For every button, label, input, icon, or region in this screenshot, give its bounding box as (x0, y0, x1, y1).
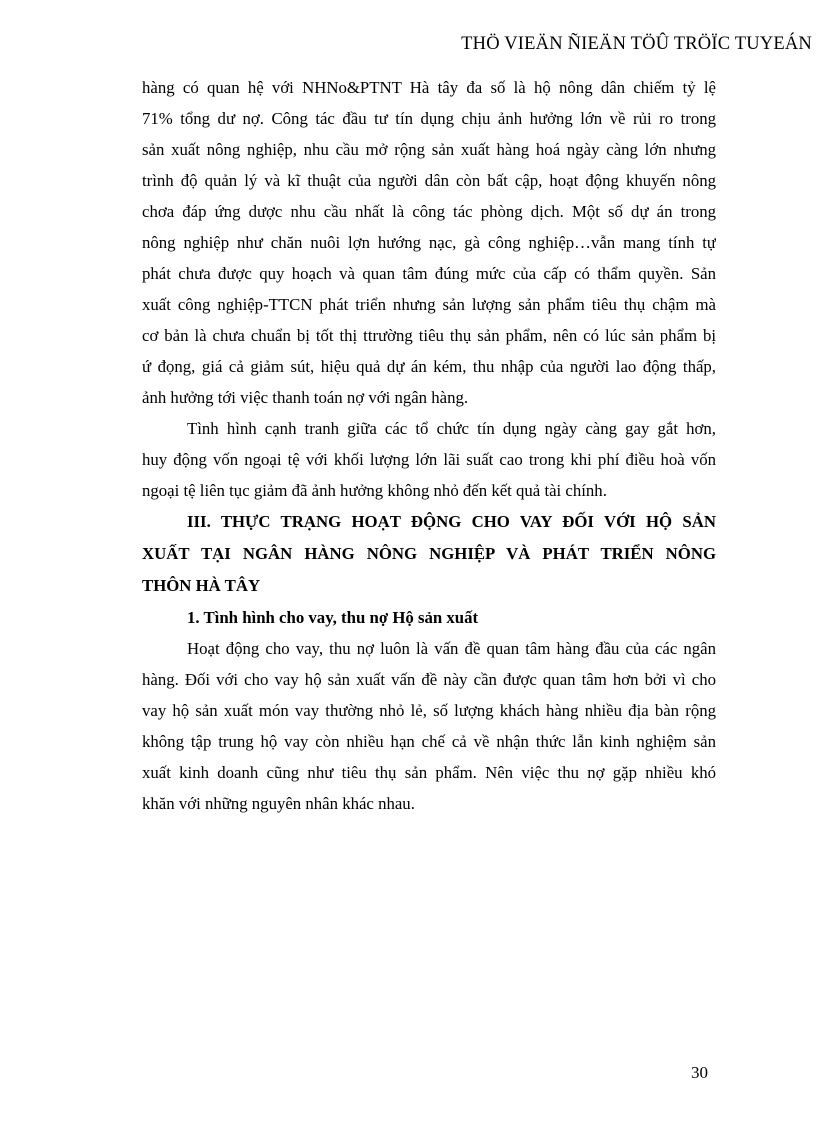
text-line: ảnh hưởng tới việc thanh toán nợ với ngân hàng. (142, 388, 469, 407)
text-line: hàng có quan hệ với NHNo&PTNT Hà tây đa số là hộ nông dân chiếm tỷ lệ (142, 78, 716, 97)
section-heading: THÔN HÀ TÂY (142, 576, 261, 595)
text-line: hàng. Đối với cho vay hộ sản xuất vấn đề này cần được quan tâm hơn bởi vì cho (142, 670, 716, 689)
text-line: huy động vốn ngoại tệ với khối lượng lớn lãi suất cao trong khi phí điều hoà vốn (142, 450, 716, 469)
text-line: khăn với những nguyên nhân khác nhau. (142, 794, 415, 813)
text-line: chơa đáp ứng dược nhu cầu nhất là công tác phòng dịch. Một số dự án trong (142, 202, 716, 221)
text-line: vay hộ sản xuất món vay thường nhỏ lẻ, số lượng khách hàng nhiều địa bàn rộng (142, 701, 716, 720)
section-heading: XUẤT TẠI NGÂN HÀNG NÔNG NGHIỆP VÀ PHÁT TRIỂN NÔNG (142, 544, 716, 563)
text-line: Tình hình cạnh tranh giữa các tổ chức tín dụng ngày càng gay gắt hơn, (187, 419, 716, 438)
text-line: xuất kinh doanh cũng như tiêu thụ sản phẩm. Nên việc thu nợ gặp nhiều khó (142, 763, 716, 782)
text-line: không tập trung hộ vay còn nhiều hạn chế cả về nhận thức lẫn kinh nghiệm sản (142, 732, 716, 751)
text-line: ngoại tệ liên tục giảm đã ảnh hưởng không nhỏ đến kết quả tài chính. (142, 481, 607, 500)
text-line: Hoạt động cho vay, thu nợ luôn là vấn đề quan tâm hàng đầu của các ngân (187, 639, 716, 658)
text-line: phát chưa được quy hoạch và quan tâm đúng mức của cấp có thẩm quyền. Sản (142, 264, 716, 283)
text-line: trình độ quản lý và kĩ thuật của người dân còn bất cập, hoạt động khuyến nông (142, 171, 716, 190)
text-line: 71% tổng dư nợ. Công tác đầu tư tín dụng chịu ảnh hưởng lớn về rủi ro trong (142, 109, 716, 128)
text-line: nông nghiệp như chăn nuôi lợn hướng nạc, gà công nghiệp…vẫn mang tính tự (142, 233, 716, 252)
page-body (142, 72, 716, 819)
text-line: cơ bản là chưa chuẩn bị tốt thị ttrường tiêu thụ sản phẩm, nên có lúc sản phẩm bị (142, 326, 716, 345)
text-line: ứ đọng, giá cả giảm sút, hiệu quả dự án kém, thu nhập của người lao động thấp, (142, 357, 716, 376)
page-header: THÖ VIEÄN ÑIEÄN TÖÛ TRÖÏC TUYEÁN (461, 34, 812, 54)
subsection-heading: 1. Tình hình cho vay, thu nợ Hộ sản xuất (187, 608, 479, 627)
text-line: xuất công nghiệp-TTCN phát triển nhưng sản lượng sản phẩm tiêu thụ chậm mà (142, 295, 716, 314)
text-line: sản xuất nông nghiệp, nhu cầu mở rộng sản xuất hàng hoá ngày càng lớn nhưng (142, 140, 716, 159)
section-heading: III. THỰC TRẠNG HOẠT ĐỘNG CHO VAY ĐỐI VỚI HỘ SẢN (187, 512, 716, 531)
page-number: 30 (691, 1063, 708, 1082)
